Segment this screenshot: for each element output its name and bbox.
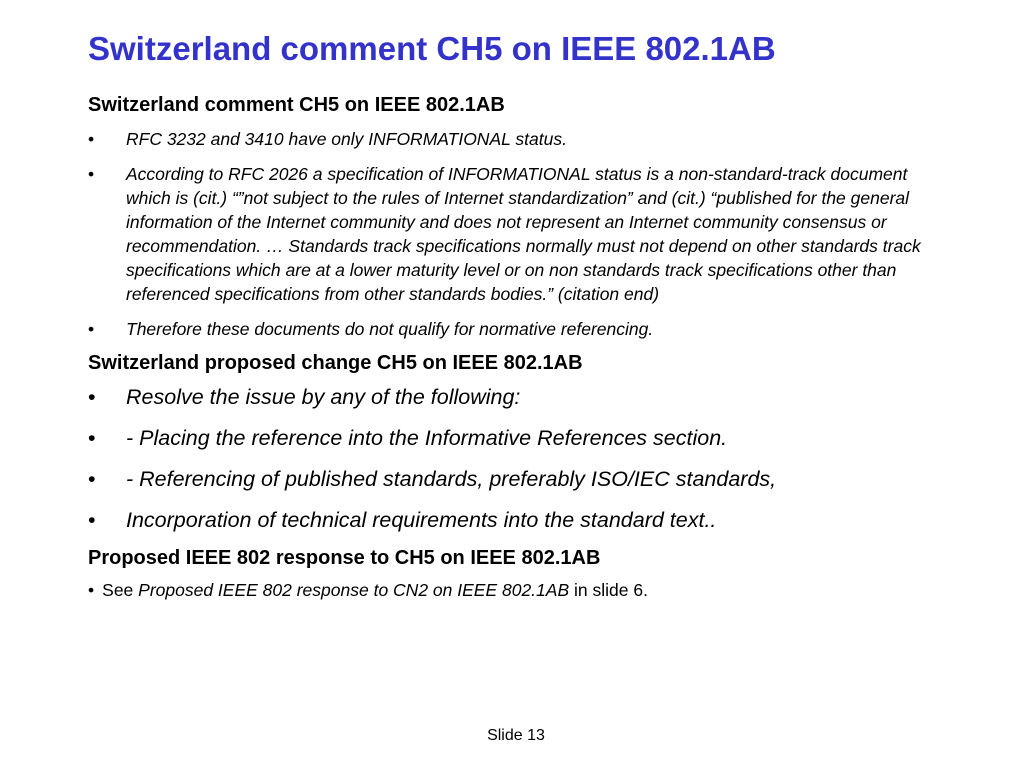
list-item (88, 317, 938, 341)
slide-number: Slide 13 (487, 727, 545, 744)
bullet-text: Incorporation of technical requirements into the standard text.. (126, 508, 717, 532)
list-item (88, 383, 938, 411)
response-suffix: in slide 6. (574, 580, 648, 600)
bullet-icon: • (88, 426, 96, 450)
bullet-icon: • (88, 129, 95, 149)
bullet-icon: • (88, 385, 96, 409)
response-text (88, 578, 938, 602)
slide-content (88, 94, 938, 602)
comment-heading: Switzerland comment CH5 on IEEE 802.1AB (88, 94, 505, 116)
list-item (88, 506, 938, 534)
response-heading: Proposed IEEE 802 response to CH5 on IEEE 802.1AB (88, 547, 601, 569)
response-reference: Proposed IEEE 802 response to CN2 on IEEE 802.1AB (138, 580, 570, 600)
bullet-text: RFC 3232 and 3410 have only INFORMATIONAL status. (126, 129, 567, 149)
bullet-text: Therefore these documents do not qualify for normative referencing. (126, 319, 654, 339)
proposed-change-bullet-list (88, 383, 938, 534)
bullet-icon: • (88, 164, 95, 184)
bullet-icon: • (88, 319, 95, 339)
bullet-text: According to RFC 2026 a specification of INFORMATIONAL status is a non-standard-track document which is (cit.) “”not subject to the rules of Internet standardization” and (cit.) “published for the general information of the Internet community and does not represent an Internet community consensus or recommendation. … Standards track specifications normally must not depend on other standards track specifications which are at a lower maturity level or on non standards track specifications other than referenced specifications from other standards bodies.” (citation end) (126, 164, 921, 304)
list-item (88, 465, 938, 493)
bullet-text: Resolve the issue by any of the following: (126, 385, 521, 409)
list-item (88, 127, 938, 151)
comment-bullet-list (88, 127, 938, 341)
bullet-text: - Placing the reference into the Informative References section. (126, 426, 728, 450)
list-item (88, 162, 938, 306)
bullet-icon: • (88, 508, 96, 532)
bullet-icon: • (88, 467, 96, 491)
response-prefix: See (102, 580, 134, 600)
proposed-change-heading: Switzerland proposed change CH5 on IEEE 802.1AB (88, 352, 583, 374)
bullet-text: - Referencing of published standards, preferably ISO/IEC standards, (126, 467, 777, 491)
bullet-icon: • (88, 580, 95, 600)
list-item (88, 424, 938, 452)
slide-title: Switzerland comment CH5 on IEEE 802.1AB (88, 30, 776, 67)
